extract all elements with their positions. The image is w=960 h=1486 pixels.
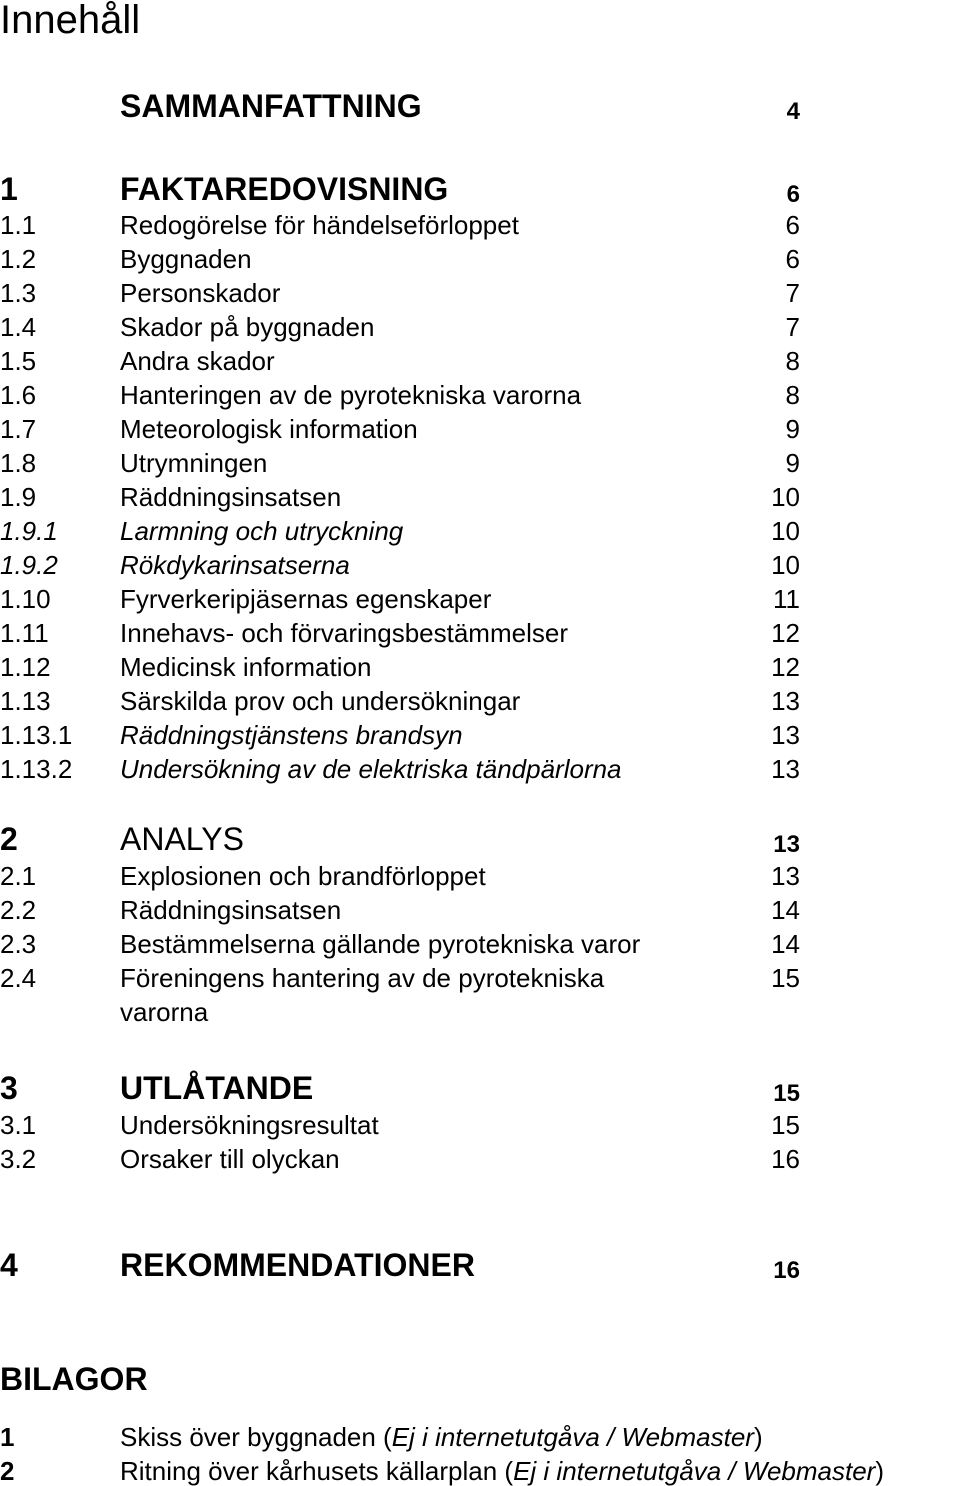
toc-page: 14 (771, 895, 800, 925)
toc-label: Räddningsinsatsen (120, 895, 342, 925)
toc-page: 9 (785, 448, 800, 478)
toc-label: Innehavs- och förvaringsbestämmelser (120, 618, 568, 648)
toc-number: 1.5 (0, 346, 37, 376)
toc-page: 6 (786, 181, 800, 208)
toc-number: 1.1 (0, 210, 37, 240)
toc-entry-1-12[interactable] (0, 652, 960, 682)
toc-page: 8 (785, 380, 800, 410)
toc-page: 15 (771, 1110, 800, 1140)
toc-page: 13 (771, 754, 800, 784)
toc-label: Föreningens hantering av de pyrotekniska (120, 963, 605, 993)
toc-number: 3 (0, 1070, 18, 1106)
toc-entry-1-13-2[interactable] (0, 754, 960, 784)
toc-page: 16 (771, 1144, 800, 1174)
toc-label: Fyrverkeripjäsernas egenskaper (120, 584, 492, 614)
toc-entry-3-1[interactable] (0, 1110, 960, 1140)
toc-entry-1-13-1[interactable] (0, 720, 960, 750)
toc-page: 13 (771, 861, 800, 891)
toc-number: 1.4 (0, 312, 37, 342)
appendix-label: Ritning över kårhusets källarplan (Ej i internetutgåva / Webmaster) (120, 1456, 884, 1486)
toc-entry-1-9[interactable] (0, 482, 960, 512)
toc-label: Orsaker till olyckan (120, 1144, 340, 1174)
toc-number: 1.13 (0, 686, 51, 716)
toc-number: 3.2 (0, 1144, 37, 1174)
toc-page: 4 (786, 98, 800, 125)
toc-number: 2.3 (0, 929, 37, 959)
toc-label: Medicinsk information (120, 652, 372, 682)
toc-number: 1.7 (0, 414, 37, 444)
toc-number: 2.4 (0, 963, 37, 993)
toc-page: 13 (771, 720, 800, 750)
toc-entry-1[interactable] (0, 171, 960, 207)
appendices-heading: BILAGOR (0, 1361, 148, 1397)
toc-entry-3[interactable] (0, 1070, 960, 1106)
toc-entry-4[interactable] (0, 1247, 960, 1283)
toc-label: Undersökningsresultat (120, 1110, 379, 1140)
toc-label: Hanteringen av de pyrotekniska varorna (120, 380, 582, 410)
toc-entry-2-1[interactable] (0, 861, 960, 891)
toc-entry-1-11[interactable] (0, 618, 960, 648)
toc-page: 16 (773, 1257, 800, 1284)
toc-entry-1-13[interactable] (0, 686, 960, 716)
toc-number: 2.1 (0, 861, 37, 891)
toc-entry-1-4[interactable] (0, 312, 960, 342)
toc-label-continued: varorna (120, 997, 209, 1027)
toc-entry-1-9-2[interactable] (0, 550, 960, 580)
toc-label: Utrymningen (120, 448, 268, 478)
toc-page: 6 (785, 244, 800, 274)
toc-number: 1.9.1 (0, 516, 58, 546)
toc-entry-sammanfattning[interactable] (0, 88, 960, 124)
toc-label: Särskilda prov och undersökningar (120, 686, 521, 716)
toc-page: 13 (771, 686, 800, 716)
toc-number: 1.2 (0, 244, 37, 274)
toc-entry-1-7[interactable] (0, 414, 960, 444)
toc-page: 10 (771, 482, 800, 512)
appendix-item[interactable] (0, 1422, 960, 1452)
toc-entry-1-6[interactable] (0, 380, 960, 410)
toc-label: Redogörelse för händelseförloppet (120, 210, 519, 240)
toc-number: 1.12 (0, 652, 51, 682)
toc-number: 3.1 (0, 1110, 37, 1140)
toc-label: REKOMMENDATIONER (120, 1247, 475, 1283)
toc-label: Byggnaden (120, 244, 252, 274)
toc-label: Räddningsinsatsen (120, 482, 342, 512)
toc-entry-3-2[interactable] (0, 1144, 960, 1174)
appendix-number: 1 (0, 1422, 15, 1452)
toc-page: 15 (771, 963, 800, 993)
toc-entry-1-2[interactable] (0, 244, 960, 274)
toc-label: Andra skador (120, 346, 275, 376)
toc-page: 12 (771, 618, 800, 648)
toc-number: 1.3 (0, 278, 37, 308)
toc-number: 1 (0, 171, 18, 207)
toc-number: 2 (0, 821, 18, 857)
toc-label: Skador på byggnaden (120, 312, 375, 342)
toc-entry-1-9-1[interactable] (0, 516, 960, 546)
toc-number: 1.10 (0, 584, 51, 614)
toc-entry-1-1[interactable] (0, 210, 960, 240)
toc-entry-2[interactable] (0, 821, 960, 857)
toc-entry-2-2[interactable] (0, 895, 960, 925)
toc-label: FAKTAREDOVISNING (120, 171, 449, 207)
toc-entry-2-4[interactable] (0, 963, 960, 1027)
toc-page: 15 (773, 1080, 800, 1107)
toc-page: 14 (771, 929, 800, 959)
toc-page: 8 (785, 346, 800, 376)
toc-page: 7 (785, 312, 800, 342)
toc-page: 9 (785, 414, 800, 444)
toc-entry-1-8[interactable] (0, 448, 960, 478)
toc-page: 11 (773, 584, 800, 614)
toc-page: 12 (771, 652, 800, 682)
toc-label: Larmning och utryckning (120, 516, 404, 546)
appendix-item[interactable] (0, 1456, 960, 1486)
toc-number: 1.6 (0, 380, 37, 410)
toc-label: Meteorologisk information (120, 414, 418, 444)
toc-page: 10 (771, 550, 800, 580)
toc-page: 13 (773, 831, 800, 858)
toc-number: 1.11 (0, 618, 49, 648)
toc-number: 4 (0, 1247, 18, 1283)
toc-entry-1-10[interactable] (0, 584, 960, 614)
page-title: Innehåll (0, 0, 141, 42)
toc-label: UTLÅTANDE (120, 1070, 314, 1106)
toc-page: 7 (785, 278, 800, 308)
toc-number: 1.13.1 (0, 720, 73, 750)
toc-number: 2.2 (0, 895, 37, 925)
toc-number: 1.9 (0, 482, 37, 512)
toc-label: SAMMANFATTNING (120, 88, 422, 124)
toc-label: Räddningstjänstens brandsyn (120, 720, 463, 750)
toc-number: 1.13.2 (0, 754, 73, 784)
toc-entry-2-3[interactable] (0, 929, 960, 959)
toc-page: 10 (771, 516, 800, 546)
toc-entry-1-5[interactable] (0, 346, 960, 376)
toc-entry-1-3[interactable] (0, 278, 960, 308)
toc-label: Explosionen och brandförloppet (120, 861, 486, 891)
toc-number: 1.9.2 (0, 550, 58, 580)
toc-label: ANALYS (120, 821, 244, 857)
toc-label: Undersökning av de elektriska tändpärlorna (120, 754, 622, 784)
toc-label: Bestämmelserna gällande pyrotekniska varor (120, 929, 641, 959)
toc-page: 6 (785, 210, 800, 240)
toc-number: 1.8 (0, 448, 37, 478)
toc-label: Rökdykarinsatserna (120, 550, 350, 580)
appendix-number: 2 (0, 1456, 15, 1486)
toc-label: Personskador (120, 278, 281, 308)
appendix-label: Skiss över byggnaden (Ej i internetutgåva / Webmaster) (120, 1422, 763, 1452)
